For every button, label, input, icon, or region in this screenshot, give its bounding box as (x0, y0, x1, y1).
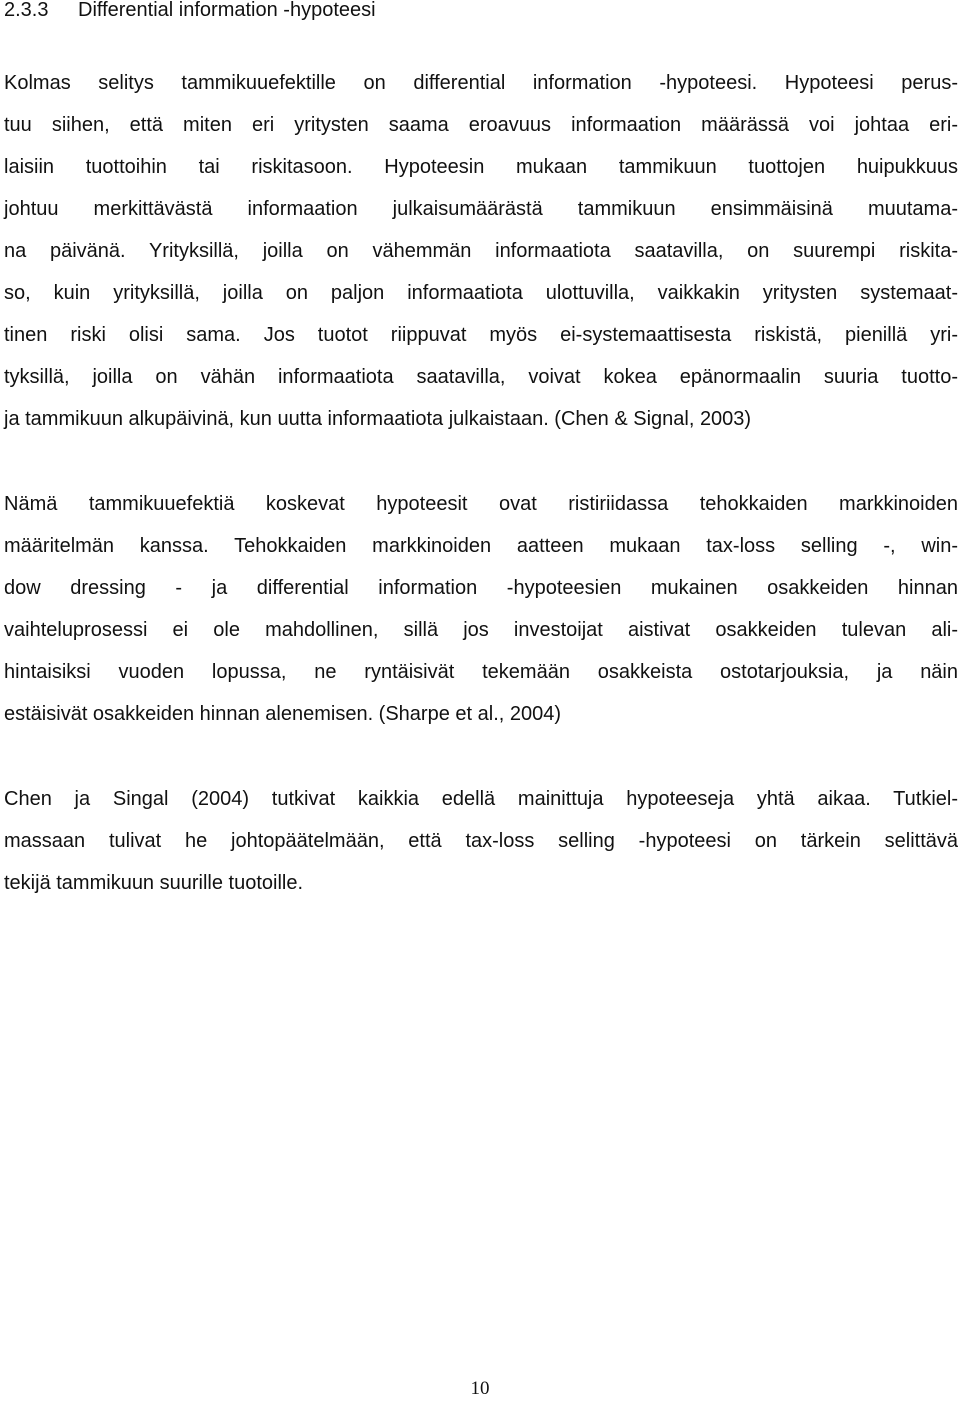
section-title: Differential information -hypoteesi (78, 0, 376, 21)
paragraph-line: estäisivät osakkeiden hinnan alenemisen. (Sharpe et al., 2004) (4, 703, 562, 725)
paragraph-line: tekijä tammikuun suurille tuotoille. (4, 872, 304, 894)
section-number: 2.3.3 (4, 0, 49, 21)
paragraph-line: tinen riski olisi sama. Jos tuotot riippuvat myös ei-systemaattisesta riskistä, pienillä yri- (4, 324, 958, 346)
paragraph-line: na päivänä. Yrityksillä, joilla on vähemmän informaatiota saatavilla, on suurempi riskita- (4, 240, 958, 262)
paragraph-line: dow dressing - ja differential information -hypoteesien mukainen osakkeiden hinnan (4, 577, 958, 599)
paragraph-differential-information (4, 62, 958, 440)
paragraph-line: määritelmän kanssa. Tehokkaiden markkinoiden aatteen mukaan tax-loss selling -, win- (4, 535, 958, 557)
paragraph-line: tuu siihen, että miten eri yritysten saama eroavuus informaation määrässä voi johtaa eri- (4, 114, 958, 136)
section-heading (4, 0, 376, 22)
paragraph-line: tyksillä, joilla on vähän informaatiota saatavilla, voivat kokea epänormaalin suuria tuotto- (4, 366, 958, 388)
paragraph-line: johtuu merkittävästä informaation julkaisumäärästä tammikuun ensimmäisinä muutama- (4, 198, 958, 220)
paragraph-line: massaan tulivat he johtopäätelmään, että tax-loss selling -hypoteesi on tärkein selittävä (4, 830, 958, 852)
paragraph-line: ja tammikuun alkupäivinä, kun uutta informaatiota julkaistaan. (Chen & Signal, 2003) (4, 408, 752, 430)
paragraph-line: so, kuin yrityksillä, joilla on paljon informaatiota ulottuvilla, vaikkakin yritysten systemaat- (4, 282, 958, 304)
paragraph-conclusion (4, 778, 958, 904)
paragraph-line: hintaisiksi vuoden lopussa, ne ryntäisivät tekemään osakkeista ostotarjouksia, ja näin (4, 661, 958, 683)
paragraph-line: laisiin tuottoihin tai riskitasoon. Hypoteesin mukaan tammikuun tuottojen huipukkuus (4, 156, 958, 178)
paragraph-line: Chen ja Singal (2004) tutkivat kaikkia edellä mainittuja hypoteeseja yhtä aikaa. Tutkiel- (4, 788, 958, 810)
paragraph-line: vaihteluprosessi ei ole mahdollinen, sillä jos investoijat aistivat osakkeiden tulevan ali- (4, 619, 958, 641)
paragraph-line: Nämä tammikuuefektiä koskevat hypoteesit ovat ristiriidassa tehokkaiden markkinoiden (4, 493, 958, 515)
page-number: 10 (470, 1378, 490, 1399)
paragraph-efficient-markets (4, 483, 958, 735)
paragraph-line: Kolmas selitys tammikuuefektille on differential information -hypoteesi. Hypoteesi perus- (4, 72, 958, 94)
